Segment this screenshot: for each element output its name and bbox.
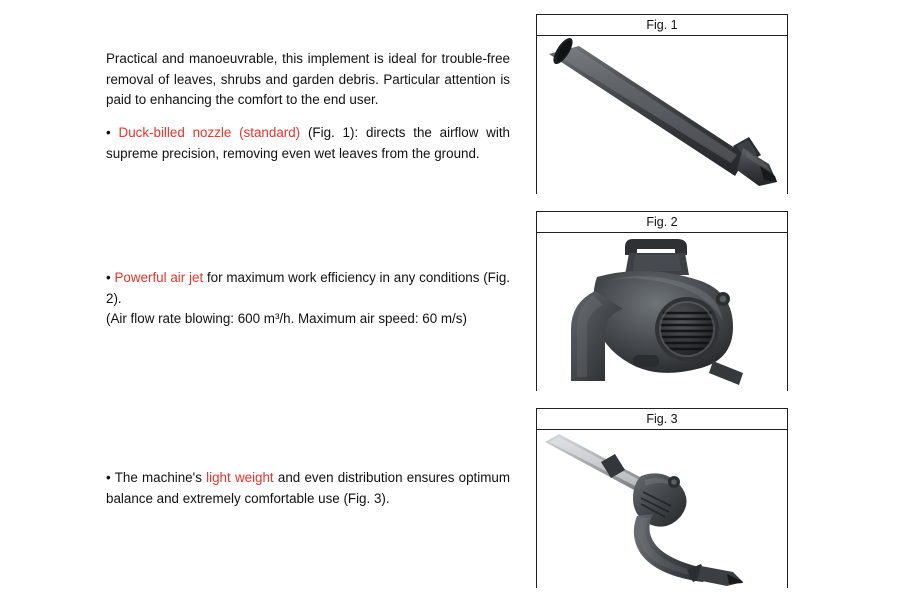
nozzle-highlight: Duck-billed nozzle (standard) [118,125,301,141]
blower-assembly-illustration [537,430,787,588]
air-jet-paragraph [106,268,510,329]
bullet-marker: • [106,470,111,486]
light-weight-rest: and even distribution ensures optimum balance and extremely comfortable use (Fig. 3). [106,470,510,506]
nozzle-paragraph [106,123,510,164]
figure-3-image [537,430,787,588]
nozzle-rest: (Fig. 1): directs the airflow with supreme precision, removing even wet leaves from the ground. [106,125,510,161]
air-jet-rest: for maximum work efficiency in any conditions (Fig. 2). [106,270,510,306]
figure-3 [536,408,788,588]
figure-2-caption: Fig. 2 [537,212,787,233]
light-weight-highlight: light weight [206,470,274,486]
blower-housing-illustration [537,233,787,391]
intro-paragraph [106,49,510,110]
bullet-marker: • [106,125,111,141]
figure-1-image [537,36,787,194]
figure-1 [536,14,788,194]
figure-2-image [537,233,787,391]
intro-text: Practical and manoeuvrable, this implement is ideal for trouble-free removal of leaves, shrubs and garden debris. Particular attention is paid to enhancing the comfort to the end user. [106,51,510,108]
figure-3-caption: Fig. 3 [537,409,787,430]
text-column [106,0,516,600]
figure-2 [536,211,788,391]
light-weight-paragraph [106,468,510,509]
air-jet-specs: (Air flow rate blowing: 600 m³/h. Maximum air speed: 60 m/s) [106,311,467,327]
bullet-marker: • [106,270,111,286]
air-jet-highlight: Powerful air jet [114,270,204,286]
light-weight-lead: The machine's [114,470,207,486]
figure-1-caption: Fig. 1 [537,15,787,36]
duck-billed-nozzle-illustration [537,36,787,194]
